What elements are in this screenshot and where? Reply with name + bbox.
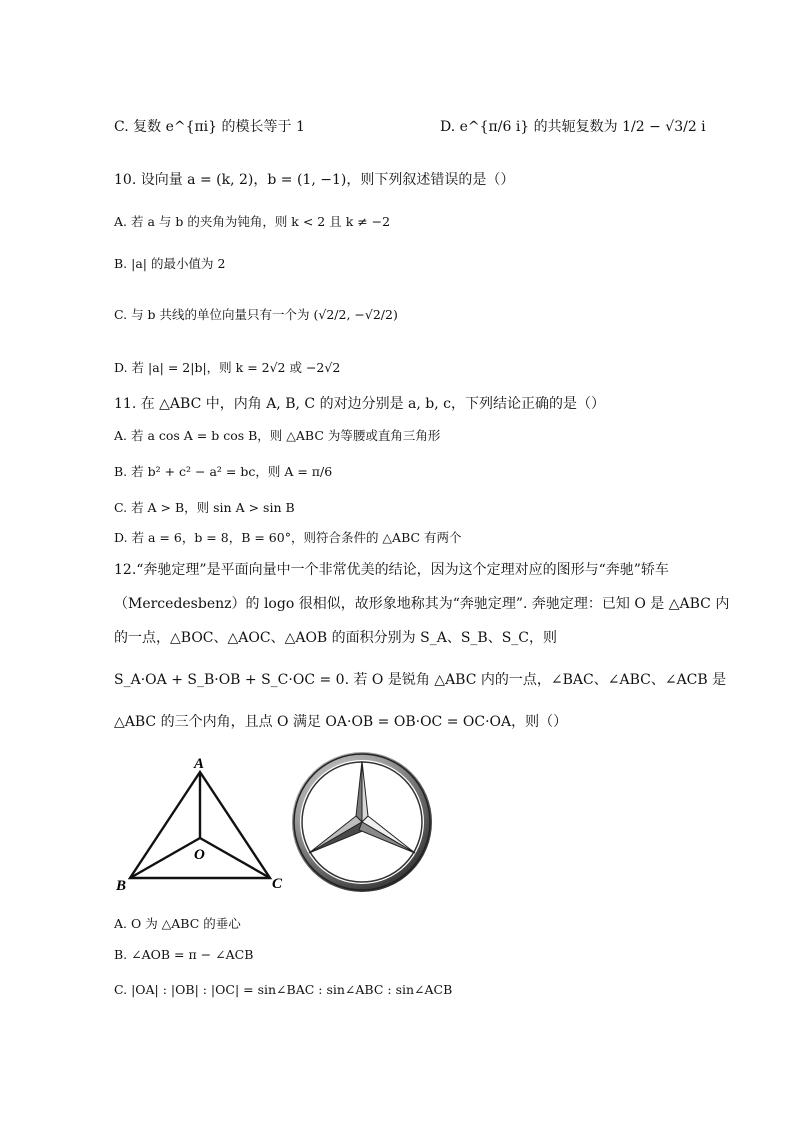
q10-option-d: D. 若 |a| = 2|b|，则 k = 2√2 或 −2√2 — [114, 360, 341, 375]
q12-line-1: 12.“奔驰定理”是平面向量中一个非常优美的结论，因为这个定理对应的图形与“奔驰”轿车 — [114, 562, 669, 578]
q12-line-4: S_A·OA + S_B·OB + S_C·OC = 0. 若 O 是锐角 △ABC 内的一点，∠BAC、∠ABC、∠ACB 是 — [114, 672, 727, 688]
q11-option-b: B. 若 b² + c² − a² = bc，则 A = π/6 — [114, 464, 333, 479]
q12-line-2: （Mercedesbenz）的 logo 很相似，故形象地称其为“奔驰定理”. 奔驰定理：已知 O 是 △ABC 内 — [114, 596, 730, 612]
q12-option-c: C. |OA| : |OB| : |OC| = sin∠BAC : sin∠ABC : sin∠ACB — [114, 982, 453, 997]
q11-option-a: A. 若 a cos A = b cos B，则 △ABC 为等腰或直角三角形 — [114, 428, 441, 443]
q9-option-d: D. e^{π/6 i} 的共轭复数为 1/2 − √3/2 i — [440, 119, 706, 135]
segment-ob — [130, 838, 200, 878]
q10-option-c: C. 与 b 共线的单位向量只有一个为 (√2/2, −√2/2) — [114, 307, 398, 322]
q11-stem: 11. 在 △ABC 中，内角 A, B, C 的对边分别是 a, b, c，下列结论正确的是（） — [114, 396, 605, 412]
q12-option-b: B. ∠AOB = π − ∠ACB — [114, 947, 254, 962]
q10-option-a: A. 若 a 与 b 的夹角为钝角，则 k < 2 且 k ≠ −2 — [114, 214, 391, 229]
q10-stem: 10. 设向量 a = (k, 2)，b = (1, −1)，则下列叙述错误的是（） — [114, 172, 515, 188]
q11-option-d: D. 若 a = 6，b = 8，B = 60°，则符合条件的 △ABC 有两个 — [114, 530, 462, 545]
q9-option-c: C. 复数 e^{πi} 的模长等于 1 — [114, 119, 305, 135]
q10-option-b: B. |a| 的最小值为 2 — [114, 256, 226, 271]
q12-line-5: △ABC 的三个内角，且点 O 满足 OA·OB = OB·OC = OC·OA，则（） — [114, 714, 568, 730]
mercedes-logo-image — [288, 748, 436, 896]
triangle-figure — [112, 752, 292, 894]
segment-oc — [200, 838, 270, 878]
label-a: A — [194, 756, 205, 772]
label-b: B — [116, 878, 127, 894]
label-c: C — [272, 876, 283, 892]
q12-line-3: 的一点，△BOC、△AOC、△AOB 的面积分别为 S_A、S_B、S_C，则 — [114, 630, 557, 646]
q12-option-a: A. O 为 △ABC 的垂心 — [114, 916, 241, 931]
q11-option-c: C. 若 A > B，则 sin A > sin B — [114, 500, 295, 515]
label-o: O — [194, 847, 205, 863]
